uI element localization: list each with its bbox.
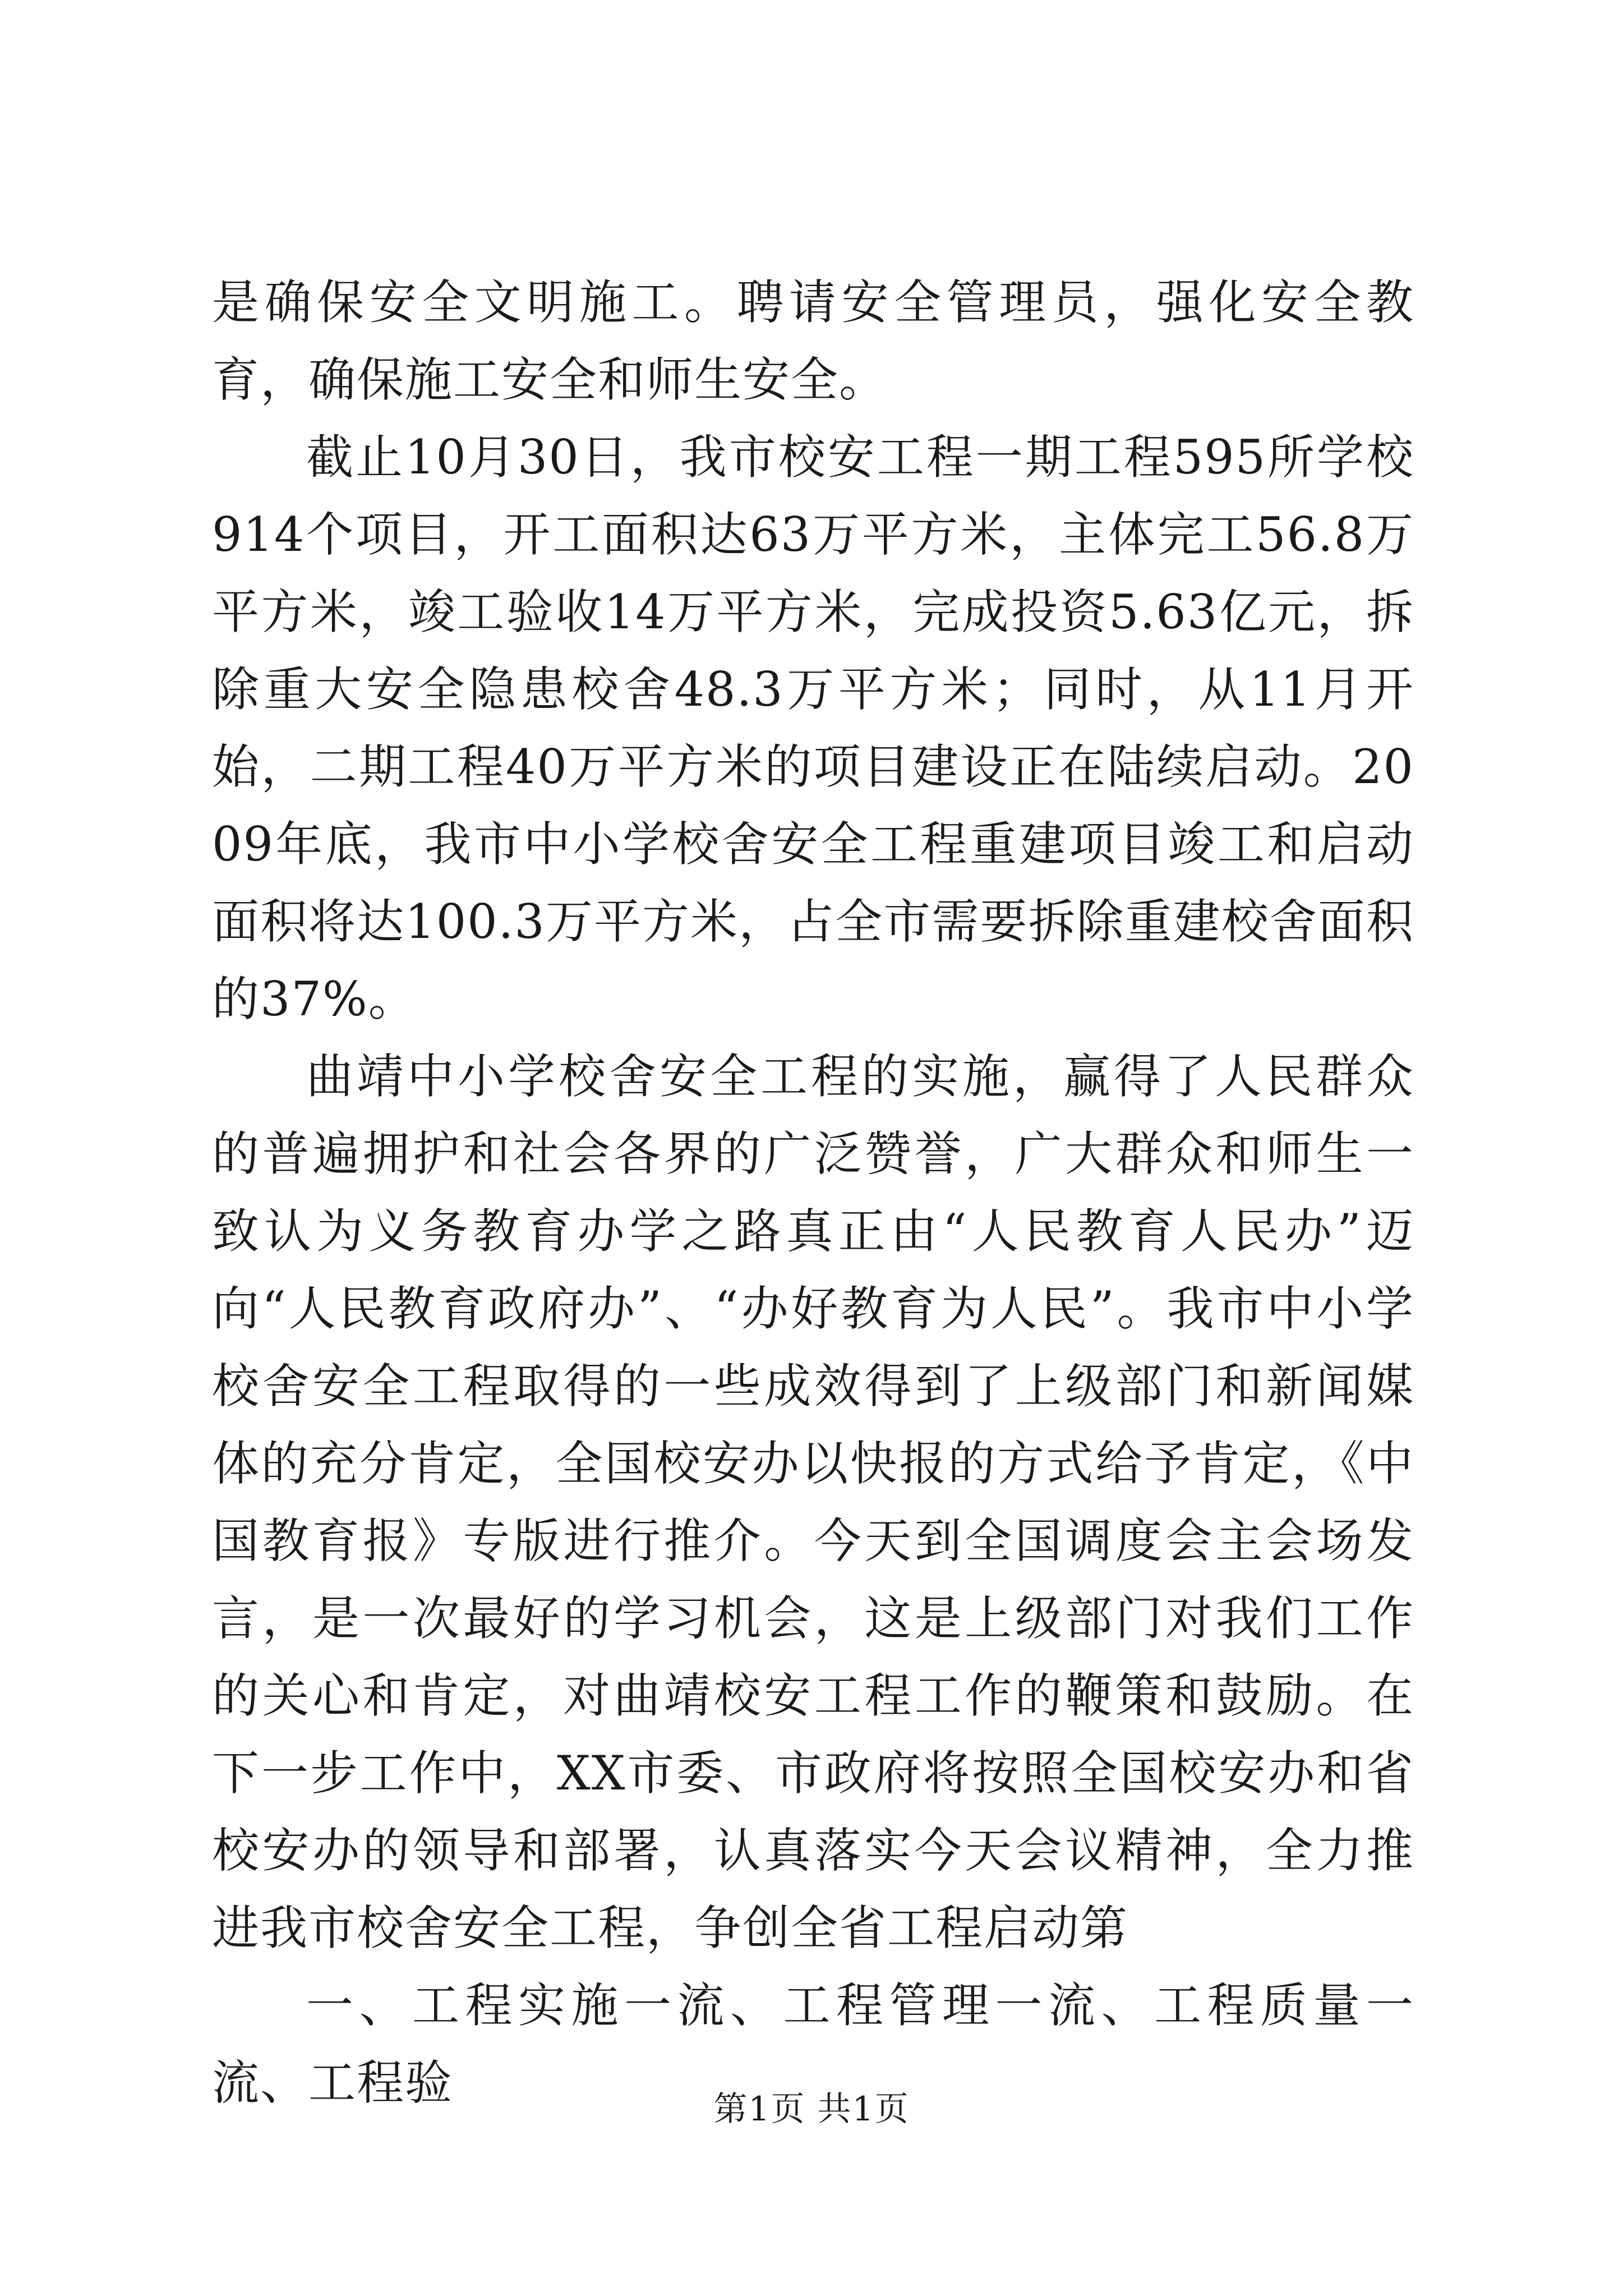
paragraph-4: 一、工程实施一流、工程管理一流、工程质量一流、工程验	[212, 1978, 1414, 2110]
paragraph-2: 截止10月30日，我市校安工程一期工程595所学校914个项目，开工面积达63万平方米，主体完工56.8万平方米，竣工验收14万平方米，完成投资5.63亿元，拆除重大安全隐患校舍48.3万平方米；同时，从11月开始，二期工程40万平方米的项目建设正在陆续启动。2009年底，我市中小学校舍安全工程重建项目竣工和启动面积将达100.3万平方米，占全市需要拆除重建校舍面积的37%。	[212, 430, 1414, 1027]
page-number-footer: 第1页 共1页	[713, 2090, 910, 2129]
document-body	[212, 264, 1414, 2122]
paragraph-1: 是确保安全文明施工。聘请安全管理员，强化安全教育，确保施工安全和师生安全。	[212, 275, 1414, 407]
paragraph-3: 曲靖中小学校舍安全工程的实施，赢得了人民群众的普遍拥护和社会各界的广泛赞誉，广大群众和师生一致认为义务教育办学之路真正由“人民教育人民办”迈向“人民教育政府办”、“办好教育为人民”。我市中小学校舍安全工程取得的一些成效得到了上级部门和新闻媒体的充分肯定，全国校安办以快报的方式给予肯定，《中国教育报》专版进行推介。今天到全国调度会主会场发言，是一次最好的学习机会，这是上级部门对我们工作的关心和肯定，对曲靖校安工程工作的鞭策和鼓励。在下一步工作中，XX市委、市政府将按照全国校安办和省校安办的领导和部署，认真落实今天会议精神，全力推进我市校舍安全工程，争创全省工程启动第	[212, 1049, 1414, 1955]
